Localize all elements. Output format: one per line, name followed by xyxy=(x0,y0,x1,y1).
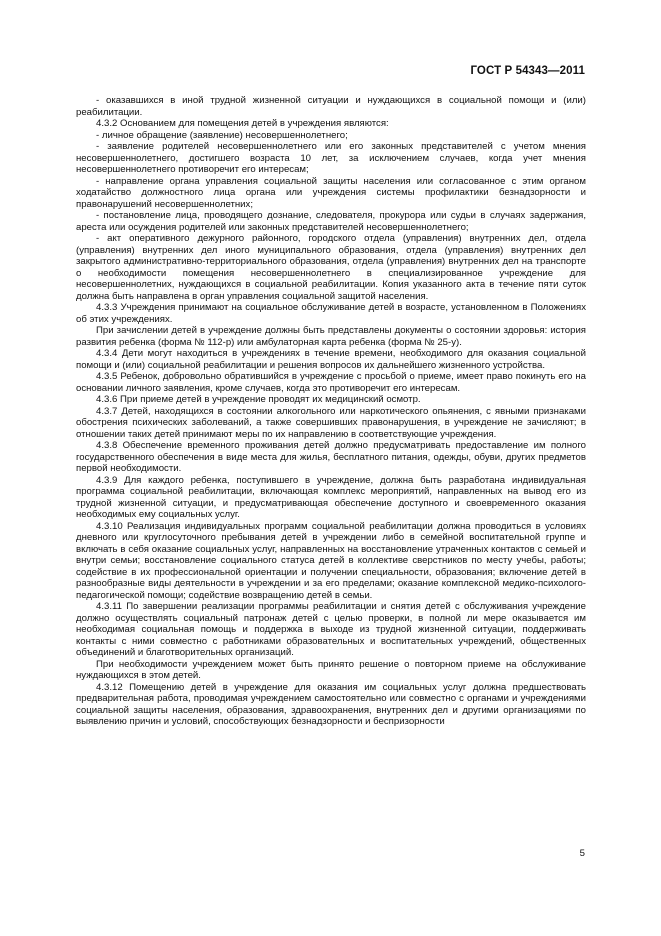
body-text xyxy=(76,95,586,728)
paragraph: При необходимости учреждением может быть принято решение о повторном приеме на обслуживание нуждающихся в этом детей. xyxy=(76,658,586,681)
paragraph: - направление органа управления социальной защиты населения или согласованное с этим органом ходатайство должностного лица органа или учреждения системы профилактики безнадзорности и правонарушений несовершеннолетних; xyxy=(76,175,586,210)
paragraph: 4.3.6 При приеме детей в учреждение проводят их медицинский осмотр. xyxy=(96,394,421,405)
paragraph: 4.3.5 Ребенок, добровольно обратившийся в учреждение с просьбой о приеме, имеет право покинуть его на основании личного заявления, кроме случаев, когда это противоречит его интересам. xyxy=(76,371,586,394)
paragraph: - постановление лица, проводящего дознание, следователя, прокурора или судьи в случаях задержания, ареста или осуждения родителей или законных представителей несовершеннолетнего; xyxy=(76,210,586,233)
page-number: 5 xyxy=(579,848,585,859)
paragraph: 4.3.9 Для каждого ребенка, поступившего в учреждение, должна быть разработана индивидуальная программа социальной реабилитации, включающая комплекс мероприятий, направленных на вывод его из трудной жизненной ситуации, и предусматривающая обеспечение доступного и своевременного оказания необходимых ему социальных услуг. xyxy=(76,474,586,520)
paragraph: 4.3.11 По завершении реализации программы реабилитации и снятия детей с обслуживания учреждение должно осуществлять социальный патронаж детей с целью проверки, в полной ли мере оказывается им необходимая социальная помощь и поддержка в выходе из трудной жизненной ситуации, поддерживать контакты с ними совместно с работниками образовательных и воспитательных учреждений, общественных объединений и благотворительных организаций. xyxy=(76,601,586,658)
paragraph: 4.3.3 Учреждения принимают на социальное обслуживание детей в возрасте, установленном в Положениях об этих учреждениях. xyxy=(76,302,586,325)
paragraph: - заявление родителей несовершеннолетнего или его законных представителей с учетом мнения несовершеннолетнего, достигшего возраста 10 лет, за исключением случаев, когда учет мнения несовершеннолетнего противоречит его интересам; xyxy=(76,141,586,175)
paragraph: 4.3.2 Основанием для помещения детей в учреждения являются: xyxy=(96,118,389,129)
paragraph: - личное обращение (заявление) несовершеннолетнего; xyxy=(96,129,348,141)
paragraph: 4.3.4 Дети могут находиться в учреждениях в течение времени, необходимого для оказания социальной помощи и (или) социальной реабилитации и решения вопросов их дальнейшего жизненного устройства. xyxy=(76,348,586,371)
paragraph: - оказавшихся в иной трудной жизненной ситуации и нуждающихся в социальной помощи и (или) реабилитации. xyxy=(76,95,586,118)
document-header: ГОСТ Р 54343—2011 xyxy=(470,65,585,77)
paragraph: - акт оперативного дежурного районного, городского отдела (управления) внутренних дел, отдела (управления) внутренних дел иного муниципального образования, отдела (управления) внутренних дел закрытого административно-территориального образования, отдела (управления) внутренних дел на транспорте о необходимости помещения несовершеннолетнего в специализированное учреждение для несовершеннолетних, нуждающихся в социальной реабилитации. Копия указанного акта в течение пяти суток должна быть направлена в орган управления социальной защитой населения. xyxy=(76,233,586,302)
paragraph: 4.3.8 Обеспечение временного проживания детей должно предусматривать предоставление им полного государственного обеспечения в виде места для жилья, бесплатного питания, одежды, обуви, других предметов первой необходимости. xyxy=(76,440,586,474)
paragraph: 4.3.12 Помещению детей в учреждение для оказания им социальных услуг должна предшествовать предварительная работа, проводимая учреждением самостоятельно или совместно с органами и учреждениями социальной защиты населения, образования, здравоохранения, внутренних дел и другими организациями по выявлению причин и условий, способствующих безнадзорности и беспризорности xyxy=(76,681,586,727)
paragraph: 4.3.10 Реализация индивидуальных программ социальной реабилитации должна проводиться в условиях дневного или круглосуточного пребывания детей в учреждении либо в семейной воспитательной группе и включать в себя оказание социальных услуг, направленных на восстановление утраченных контактов с семьей и внутри семьи; восстановление социального статуса детей в коллективе сверстников по месту учебы, работы; содействие в их профессиональной ориентации и получении специальности, образования; включение детей в разнообразные виды деятельности в учреждении и за его пределами; оказание комплексной медико-психолого-педагогической помощи; содействие возвращению детей в семьи. xyxy=(76,520,586,601)
paragraph: При зачислении детей в учреждение должны быть представлены документы о состоянии здоровья: история развития ребенка (форма № 112-р) или амбулаторная карта ребенка (форма № 25-у). xyxy=(76,325,586,348)
paragraph: 4.3.7 Детей, находящихся в состоянии алкогольного или наркотического опьянения, с явными признаками обострения психических заболеваний, а также совершивших правонарушения, в учреждение не зачисляют; в отношении таких детей принимают меры по их направлению в соответствующие учреждения. xyxy=(76,405,586,440)
